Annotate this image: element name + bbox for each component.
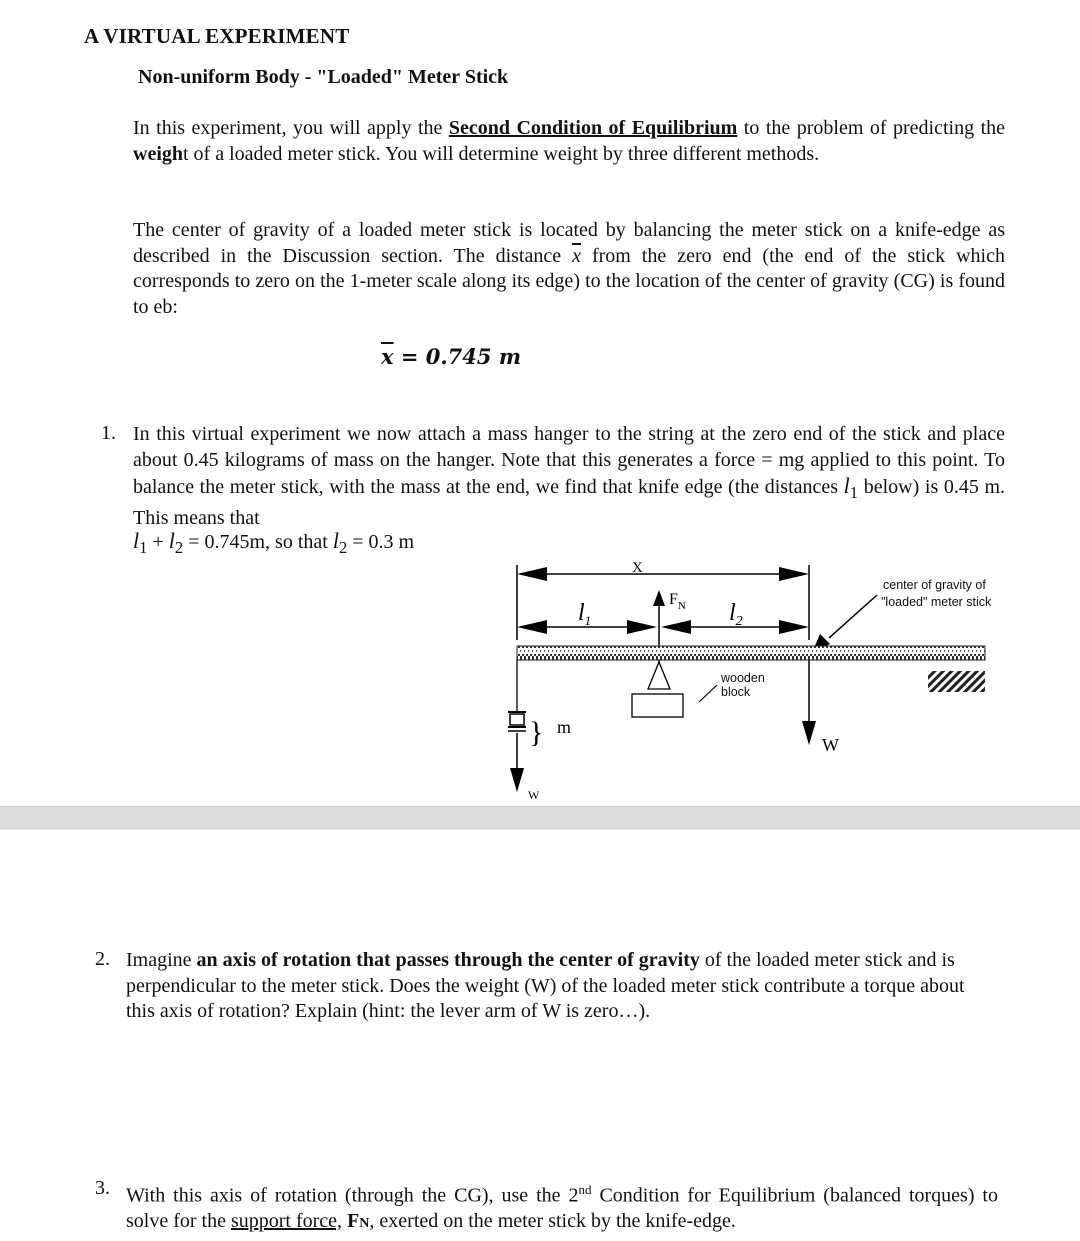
page-title: A VIRTUAL EXPERIMENT xyxy=(84,24,350,48)
mass-label: m xyxy=(557,717,572,737)
wooden-block xyxy=(632,694,683,717)
cg-label-line1: center of gravity of xyxy=(883,578,986,592)
question-1-text: In this virtual experiment we now attach a mass hanger to the string at the zero end of the stick and place about 0.45 kilograms of mass on the hanger. Note that this generates a force = mg applied to this point. To balance the meter stick, with the mass at the end, we find that knife edge (the distances $l_1$ below) is 0.45 m. This means that xyxy=(133,423,1005,529)
intro-paragraph-2: The center of gravity of a loaded meter stick is located by balancing the meter stick on a knife-edge as described in the Discussion section. The distance $\overline{x}$ from the zero end (the end of the stick which corresponds to zero on the 1-meter scale along its edge) to the location of the center of gravity (CG) is found to eb: xyxy=(133,219,1005,318)
intro-paragraph-1: In this experiment, you will apply the Second Condition of Equilibrium to the problem of predicting the weight of a loaded meter stick. You will determine weight by three different methods. xyxy=(133,117,1006,165)
support-force-term: support force, xyxy=(230,1210,343,1233)
block-label-line2: block xyxy=(721,685,751,699)
cg-pointer-arrow xyxy=(812,595,877,653)
cg-weight-label: W xyxy=(822,735,839,755)
question-2-text: Imagine an axis of rotation that passes through the center of gravity of the loaded meter stick and is perpendicular to the meter stick. Does the weight (W) of the loaded meter stick contribute a torque about this axis of rotation? Explain (hint: the lever arm of W is zero…). xyxy=(126,949,965,1022)
mass-hanger xyxy=(508,660,543,749)
question-2-number: 2. xyxy=(95,948,110,970)
knife-edge xyxy=(648,662,670,689)
l1-label: $l_1$ xyxy=(578,600,592,628)
mass-weight-label: W xyxy=(528,788,540,802)
cg-label-line2: "loaded" meter stick xyxy=(881,595,992,609)
cg-weight-arrow xyxy=(802,660,816,745)
svg-text:}: } xyxy=(529,716,544,749)
cg-distance-formula: $\overline{x} = 0.745$ m xyxy=(381,344,522,369)
question-3-text: With this axis of rotation (through the CG), use the 2nd Condition for Equilibrium (balanced torques) to solve for the support force, FN, exerted on the meter stick by the knife-edge. xyxy=(126,1182,998,1233)
x-label: X xyxy=(632,560,643,576)
meter-stick xyxy=(517,646,985,660)
fn-label: $F_N$ xyxy=(669,591,686,612)
load-block xyxy=(928,671,985,692)
question-3-number: 3. xyxy=(95,1177,110,1199)
second-condition-term: Second Condition of Equilibrium xyxy=(448,117,738,139)
page-divider xyxy=(0,806,1080,830)
question-1-equation: $l_1 + l_2 = 0.745m$, so that $l_2 = 0.3$ m xyxy=(133,528,415,557)
block-label-line1: wooden xyxy=(721,671,765,685)
mass-weight-arrow xyxy=(510,733,524,792)
question-1-number: 1. xyxy=(101,422,116,444)
page-subtitle: Non-uniform Body - "Loaded" Meter Stick xyxy=(138,66,509,88)
l2-label: $l_2$ xyxy=(729,600,743,629)
